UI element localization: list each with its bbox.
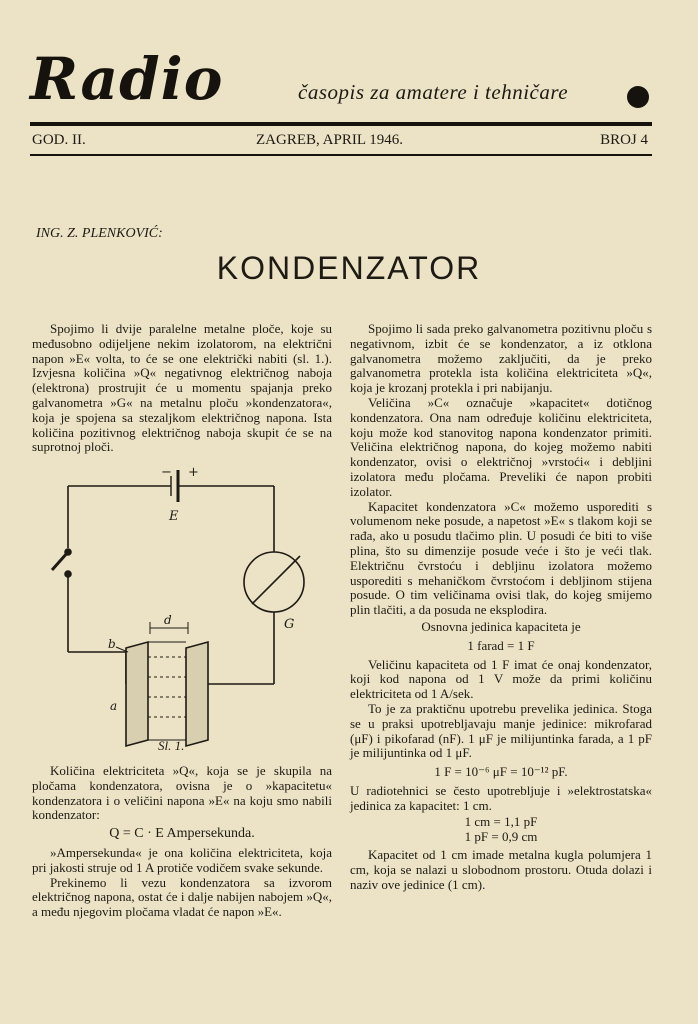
minus-sign: − — [161, 465, 172, 480]
formula: 1 farad = 1 F — [467, 637, 535, 653]
label-a: a — [110, 699, 118, 713]
plus-sign: + — [188, 465, 199, 480]
paragraph: Prekinemo li vezu kondenzatora sa izvorom električnog napona, ostat će i dalje nabijen nabojem »Q«, a među njegovim pločama vladat će napon »E«. — [32, 874, 332, 920]
formula: Q = C · E Ampersekunda. — [109, 826, 255, 842]
left-column-top — [32, 322, 332, 455]
figure-caption: Sl. 1. — [158, 738, 185, 753]
masthead-dot — [627, 86, 649, 108]
paragraph: U radiotehnici se često upotrebljuje i »elektrostatska« jedinica za kapacitet: 1 cm. — [350, 782, 652, 813]
paragraph: Kapacitet kondenzatora »C« možemo usporediti s volumenom neke posude, a napetost »E« s tlakom koji se rađa, ako u posudu tlačimo plin. U posudi će biti to više plina, što su dimenzije posude veće i što je veći tlak. Električnu čvrstoću i debljinu izolatora možemo usporediti s mehaničkom čvrstoćom i debljinom stijena posude. O tim veličinama ovisi tlak, do kojeg smijemo plin tlačiti, a da posuda ne eksplodira. — [350, 498, 652, 618]
paragraph: Veličina »C« označuje »kapacitet« dotičnog kondenzatora. Ona nam određuje količinu elektriciteta, koju može kod stanovitog napona kondenzator primiti. Veličina električnog napona, do kojeg možemo nabiti kondenzator, ovisi o električnoj »vrstoći« i debljini izolatora među pločama. Preveliki će napon probiti izolator. — [350, 394, 652, 499]
formula: 1 cm = 1,1 pF — [464, 813, 538, 829]
article-title: KONDENZATOR — [216, 250, 482, 286]
left-column-bottom — [32, 764, 332, 920]
paragraph: To je za praktičnu upotrebu prevelika jedinica. Stoga se u praksi upotrebljavaju manje jedinice: mikrofarad (μF) i pikofarad (nF). 1 μF je milijuntinka farada, a 1 pF je milijuntinka od 1 μF. — [350, 700, 652, 761]
label-b: b — [108, 637, 116, 651]
issue-line — [30, 132, 652, 154]
issue-year: GOD. II. — [32, 132, 86, 148]
issue-place-date: ZAGREB, APRIL 1946. — [256, 132, 403, 148]
right-column — [350, 322, 652, 892]
label-e: E — [169, 509, 179, 524]
bottom-rule — [30, 154, 652, 156]
paragraph: Veličinu kapaciteta od 1 F imat će onaj kondenzator, koji kod napona od 1 V može da primi količinu elektriciteta od 1 A/sek. — [350, 656, 652, 702]
issue-number: BROJ 4 — [600, 132, 648, 148]
paragraph: Spojimo li dvije paralelne metalne ploče, koje su međusobno odijeljene nekim izolatorom, na električni napon »E« volta, to će se one električki nabiti (sl. 1.). Izvjesna količina »Q« negativnog električnog naboja (elektrona) prostrujit će u momentu spajanja preko galvanometra »G« na metalnu ploču »kondenzatora«, koja je spojena sa stezaljkom električnog napona. Ista količina pozitivnog električnog naboja skupit će se na suprotnoj ploči. — [32, 321, 332, 455]
tagline: časopis za amatere i tehničare — [298, 80, 569, 104]
masthead — [30, 44, 670, 114]
circuit-diagram — [38, 462, 338, 752]
paragraph: Kapacitet od 1 cm imade metalna kugla polumjera 1 cm, koja se nalazi u slobodnom prostoru. Otuda dolazi i naziv ove jedinice (1 cm). — [350, 847, 652, 892]
formula: 1 F = 10⁻⁶ μF = 10⁻¹² pF. — [434, 764, 568, 780]
article-author: ING. Z. PLENKOVIĆ: — [36, 226, 163, 241]
paragraph: Količina elektriciteta »Q«, koja se je skupila na pločama kondenzatora, ovisna je o »kapacitetu« kondenzatora i o veličini napona »E« na koju smo nabili kondenzator: — [32, 763, 332, 823]
paragraph: Osnovna jedinica kapaciteta je — [421, 618, 581, 634]
logo: Radio — [30, 45, 224, 113]
paragraph: Spojimo li sada preko galvanometra pozitivnu ploču s negativnom, izbit će se kondenzator, a iz otklona galvanometra možemo zaključiti, da je preko galvanometra protekla ista količina elektriciteta »Q«, koja je krozanj protekla i pri nabijanju. — [350, 321, 652, 396]
label-d: d — [164, 613, 172, 627]
top-rule — [30, 122, 652, 126]
label-g: G — [284, 617, 295, 632]
paragraph: »Ampersekunda« je ona količina elektriciteta, koja pri jakosti struje od 1 A protiče vodičem svake sekunde. — [32, 844, 332, 875]
formula: 1 pF = 0,9 cm — [464, 829, 538, 845]
